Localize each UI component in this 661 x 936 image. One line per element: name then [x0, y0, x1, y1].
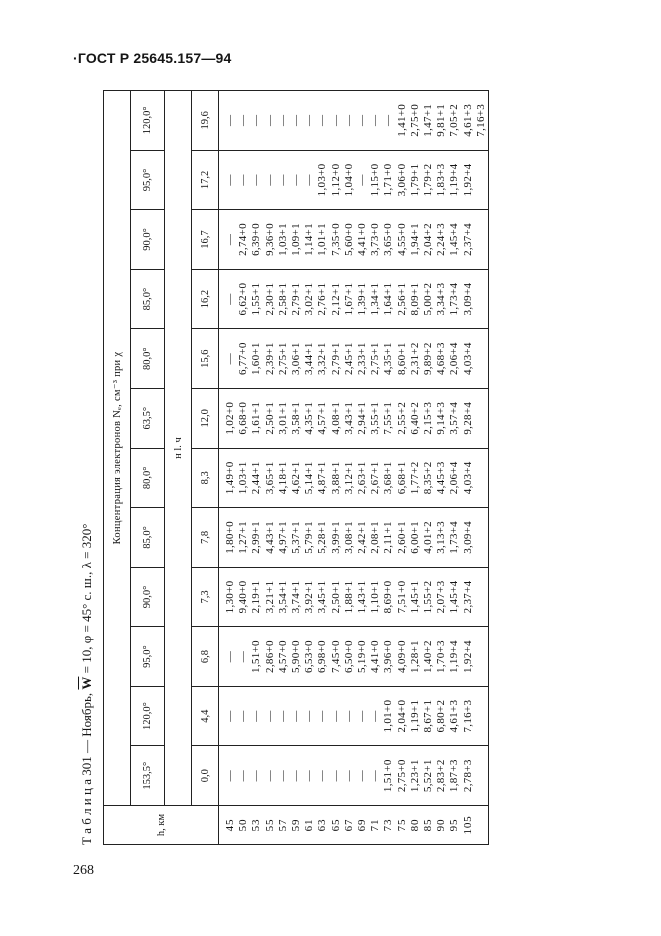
local-time-cell: 7,8: [192, 508, 219, 568]
local-time-header: н l. ч: [165, 91, 192, 806]
caption-prefix: Т а б л и ц а 301 — Ноябрь,: [79, 689, 94, 845]
caption-w-symbol: $\overline{W}$: [79, 676, 94, 690]
concentration-column: 1,02+0 6,68+0 1,61+1 2,50+1 3,01+1 3,58+1 4,35+1 4,57+1 4,08+1 3,43+1 2,94+1 3,55+1 7,55+1 2,55+2 6,40+2 2,15+3 9,14+3 3,57+4 9,28+4: [219, 388, 489, 448]
local-time-cell: 12,0: [192, 388, 219, 448]
table-body-row: [219, 91, 489, 845]
chi-header-cell: 95,0°: [131, 150, 165, 210]
chi-header-cell: 85,0°: [131, 269, 165, 329]
concentration-column: — 6,62+0 1,55+1 2,30+1 2,58+1 2,79+1 3,02+1 2,76+1 2,12+1 1,67+1 1,39+1 1,34+1 1,64+1 2,56+1 8,09+1 5,00+2 3,34+3 1,73+4 3,09+4: [219, 269, 489, 329]
concentration-column: 1,49+0 1,03+1 2,44+1 3,65+1 4,18+1 4,62+1 5,14+1 4,87+1 3,88+1 3,12+1 2,63+1 2,67+1 3,68+1 6,68+1 1,77+2 8,35+2 4,45+3 2,06+4 4,03+4: [219, 448, 489, 508]
concentration-column: — — — — — — — 1,03+0 1,12+0 1,04+0 — 1,15+0 1,71+0 3,06+0 1,79+1 1,79+2 1,83+3 1,19+4 1,92+4: [219, 150, 489, 210]
chi-header-cell: 80,0°: [131, 329, 165, 389]
caption-parameters: = 10, φ = 45° с. ш., λ = 320°: [79, 523, 94, 677]
concentration-header: Концентрация электронов Nₑ, см⁻³ при χ: [104, 91, 131, 806]
local-time-cell: 19,6: [192, 91, 219, 151]
chi-header-row: [131, 91, 165, 845]
rotated-table-block: [75, 85, 635, 845]
local-time-cell: 16,7: [192, 210, 219, 270]
chi-header-cell: 153,5°: [131, 746, 165, 806]
local-time-cell: 4,4: [192, 686, 219, 746]
concentration-column: — — 1,51+0 2,86+0 4,57+0 5,90+0 6,53+0 6,98+0 7,45+0 6,50+0 5,19+0 4,41+0 3,96+0 4,09+0 1,28+1 1,40+2 1,70+3 1,19+4 1,92+4: [219, 627, 489, 687]
chi-header-cell: 90,0°: [131, 210, 165, 270]
local-time-cell: 16,2: [192, 269, 219, 329]
height-header: h, км: [104, 806, 219, 845]
concentration-column: — — — — — — — — — — — — — 1,41+0 2,75+0 1,47+1 9,81+1 7,05+2 4,61+3 7,16+3: [219, 91, 489, 151]
local-time-cell: 0,0: [192, 746, 219, 806]
concentration-column: — — — — — — — — — — — — 1,51+0 2,75+0 1,23+1 5,52+1 2,83+2 1,87+3 2,78+3: [219, 746, 489, 806]
chi-header-cell: 63,5°: [131, 388, 165, 448]
document-header: ·ГОСТ Р 25645.157—94: [73, 50, 232, 66]
local-time-row: [192, 91, 219, 845]
page-number: 268: [73, 863, 94, 878]
concentration-column: 1,80+0 1,27+1 2,99+1 4,43+1 4,97+1 5,37+1 5,79+1 5,28+1 3,99+1 3,08+1 2,42+1 2,08+1 2,11+1 2,60+1 6,00+1 4,01+2 3,13+3 1,73+4 3,09+4: [219, 508, 489, 568]
chi-header-cell: 120,0°: [131, 91, 165, 151]
concentration-column: — 2,74+0 6,39+0 9,36+0 1,03+1 1,09+1 1,14+1 1,01+1 7,35+0 5,60+0 4,41+0 3,73+0 3,65+0 4,55+0 1,94+1 2,04+2 2,24+3 1,45+4 2,37+4: [219, 210, 489, 270]
concentration-column: 1,30+0 9,40+0 2,19+1 3,21+1 3,54+1 3,74+1 3,92+1 3,45+1 2,50+1 1,88+1 1,43+1 1,10+1 8,69+0 7,51+0 1,45+1 1,55+2 2,07+3 1,45+4 2,37+4: [219, 567, 489, 627]
local-time-cell: 17,2: [192, 150, 219, 210]
local-time-cell: 15,6: [192, 329, 219, 389]
local-time-cell: 7,3: [192, 567, 219, 627]
local-time-cell: 6,8: [192, 627, 219, 687]
chi-header-cell: 85,0°: [131, 508, 165, 568]
electron-concentration-table: [103, 90, 489, 845]
concentration-column: — — — — — — — — — — — — 1,01+0 2,04+0 1,19+1 8,67+1 6,80+2 4,61+3 7,16+3: [219, 686, 489, 746]
table-caption: [75, 524, 99, 845]
chi-header-cell: 90,0°: [131, 567, 165, 627]
height-values-cell: 45 50 53 55 57 59 61 63 65 67 69 71 73 75 80 85 90 95 105: [219, 806, 489, 845]
chi-header-cell: 80,0°: [131, 448, 165, 508]
chi-header-cell: 120,0°: [131, 686, 165, 746]
chi-header-cell: 95,0°: [131, 627, 165, 687]
concentration-column: — 6,77+0 1,60+1 2,39+1 2,75+1 3,06+1 3,44+1 3,32+1 2,79+1 2,45+1 2,33+1 2,75+1 4,35+1 8,60+1 2,31+2 9,89+2 4,68+3 2,06+4 4,03+4: [219, 329, 489, 389]
local-time-cell: 8,3: [192, 448, 219, 508]
